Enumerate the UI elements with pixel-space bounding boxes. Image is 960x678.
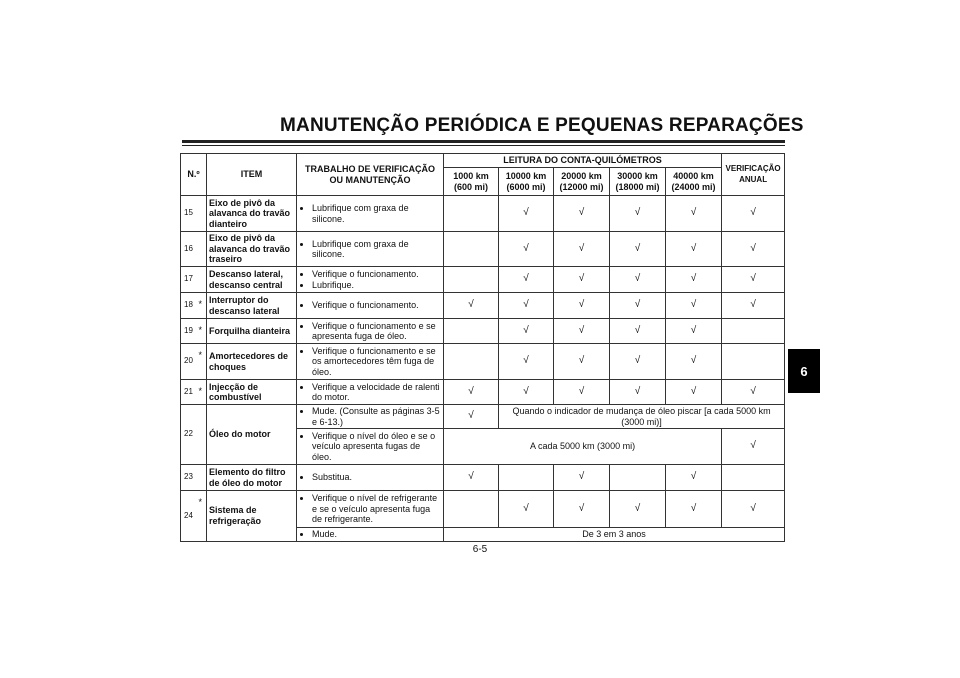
row-item: Eixo de pivô da alavanca do travão traseiro — [207, 232, 297, 267]
interval-note: Quando o indicador de mudança de óleo piscar [a cada 5000 km (3000 mi)] — [499, 405, 785, 429]
star-marker: * — [199, 491, 207, 542]
row-task: • Mude. (Consulte as páginas 3-5 e 6-13.) — [312, 406, 441, 427]
row-number: 20 — [181, 344, 199, 380]
check-mark: √ — [610, 319, 666, 344]
check-mark: √ — [554, 465, 610, 491]
row-task: • Verifique o funcionamento. — [312, 269, 441, 280]
row-item: Injecção de combustível — [207, 380, 297, 405]
header-item: ITEM — [207, 154, 297, 196]
check-mark: √ — [499, 232, 554, 267]
row-number: 24 — [181, 491, 199, 542]
title-underline — [182, 140, 785, 143]
header-interval-3: 20000 km (12000 mi) — [554, 168, 610, 196]
table-row — [181, 196, 785, 232]
check-mark: √ — [554, 491, 610, 528]
table-row — [181, 405, 785, 429]
check-mark: √ — [666, 344, 722, 380]
table-row — [181, 293, 785, 319]
row-number: 23 — [181, 465, 199, 491]
row-task: • Mude. — [312, 529, 441, 540]
header-annual: VERIFICAÇÃO ANUAL — [722, 154, 785, 196]
row-item: Amortecedores de choques — [207, 344, 297, 380]
check-mark: √ — [666, 196, 722, 232]
row-number: 18 — [181, 293, 199, 319]
check-mark: √ — [722, 429, 785, 465]
row-number: 21 — [181, 380, 199, 405]
header-interval-2: 10000 km (6000 mi) — [499, 168, 554, 196]
row-task: • Substitua. — [312, 472, 441, 483]
row-item: Interruptor do descanso lateral — [207, 293, 297, 319]
check-mark: √ — [499, 319, 554, 344]
check-mark: √ — [666, 319, 722, 344]
check-mark: √ — [554, 344, 610, 380]
check-mark: √ — [722, 293, 785, 319]
table-row — [181, 380, 785, 405]
table-row — [181, 344, 785, 380]
row-task: • Verifique a velocidade de ralenti do motor. — [312, 382, 441, 403]
row-task: • Verifique o funcionamento e se apresenta fuga de óleo. — [312, 321, 441, 342]
check-mark: √ — [666, 267, 722, 293]
check-mark: √ — [554, 319, 610, 344]
table-row — [181, 465, 785, 491]
star-marker: * — [199, 380, 207, 405]
check-mark: √ — [444, 405, 499, 429]
maintenance-table — [180, 153, 785, 542]
header-interval-4: 30000 km (18000 mi) — [610, 168, 666, 196]
title-underline-thin — [182, 145, 785, 146]
star-marker: * — [199, 319, 207, 344]
check-mark: √ — [499, 293, 554, 319]
check-mark: √ — [554, 380, 610, 405]
row-task: • Lubrifique. — [312, 280, 441, 291]
row-task: • Verifique o nível de refrigerante e se o veículo apresenta fuga de refrigerante. — [312, 493, 441, 525]
row-item: Sistema de refrigeração — [207, 491, 297, 542]
check-mark: √ — [722, 380, 785, 405]
check-mark: √ — [444, 465, 499, 491]
row-task: • Lubrifique com graxa de silicone. — [312, 203, 441, 224]
check-mark: √ — [610, 232, 666, 267]
star-marker: * — [199, 293, 207, 319]
table-row — [181, 491, 785, 528]
interval-note: De 3 em 3 anos — [444, 528, 785, 542]
row-number: 19 — [181, 319, 199, 344]
check-mark: √ — [666, 491, 722, 528]
interval-note: A cada 5000 km (3000 mi) — [444, 429, 722, 465]
check-mark: √ — [499, 344, 554, 380]
row-task: • Lubrifique com graxa de silicone. — [312, 239, 441, 260]
check-mark: √ — [444, 380, 499, 405]
check-mark: √ — [722, 491, 785, 528]
row-item: Forquilha dianteira — [207, 319, 297, 344]
header-odometer: LEITURA DO CONTA-QUILÓMETROS — [444, 154, 722, 168]
row-task: • Verifique o nível do óleo e se o veículo apresenta fugas de óleo. — [312, 431, 441, 463]
check-mark: √ — [499, 196, 554, 232]
table-row — [181, 319, 785, 344]
check-mark: √ — [610, 293, 666, 319]
check-mark: √ — [666, 232, 722, 267]
row-task: • Verifique o funcionamento. — [312, 300, 441, 311]
table-row — [181, 232, 785, 267]
chapter-tab: 6 — [788, 349, 820, 393]
check-mark: √ — [499, 491, 554, 528]
row-number: 15 — [181, 196, 199, 232]
row-number: 17 — [181, 267, 199, 293]
check-mark: √ — [610, 196, 666, 232]
check-mark: √ — [554, 232, 610, 267]
check-mark: √ — [610, 344, 666, 380]
check-mark: √ — [666, 293, 722, 319]
row-task: • Verifique o funcionamento e se os amortecedores têm fuga de óleo. — [312, 346, 441, 378]
row-item: Descanso lateral, descanso central — [207, 267, 297, 293]
check-mark: √ — [554, 267, 610, 293]
row-item: Elemento do filtro de óleo do motor — [207, 465, 297, 491]
header-interval-1: 1000 km (600 mi) — [444, 168, 499, 196]
check-mark: √ — [554, 293, 610, 319]
check-mark: √ — [444, 293, 499, 319]
check-mark: √ — [666, 465, 722, 491]
row-number: 16 — [181, 232, 199, 267]
check-mark: √ — [610, 491, 666, 528]
check-mark: √ — [610, 380, 666, 405]
table-row — [181, 267, 785, 293]
row-item: Eixo de pivô da alavanca do travão dianteiro — [207, 196, 297, 232]
check-mark: √ — [499, 267, 554, 293]
check-mark: √ — [722, 196, 785, 232]
page-title: MANUTENÇÃO PERIÓDICA E PEQUENAS REPARAÇÕES — [280, 115, 804, 136]
header-interval-5: 40000 km (24000 mi) — [666, 168, 722, 196]
check-mark: √ — [722, 267, 785, 293]
star-marker: * — [199, 344, 207, 380]
check-mark: √ — [722, 232, 785, 267]
check-mark: √ — [610, 267, 666, 293]
check-mark: √ — [499, 380, 554, 405]
header-task: TRABALHO DE VERIFICAÇÃO OU MANUTENÇÃO — [297, 154, 444, 196]
check-mark: √ — [554, 196, 610, 232]
row-item: Óleo do motor — [207, 405, 297, 465]
row-number: 22 — [181, 405, 199, 465]
header-no: N.º — [181, 154, 207, 196]
check-mark: √ — [666, 380, 722, 405]
page-number: 6-5 — [472, 544, 488, 555]
